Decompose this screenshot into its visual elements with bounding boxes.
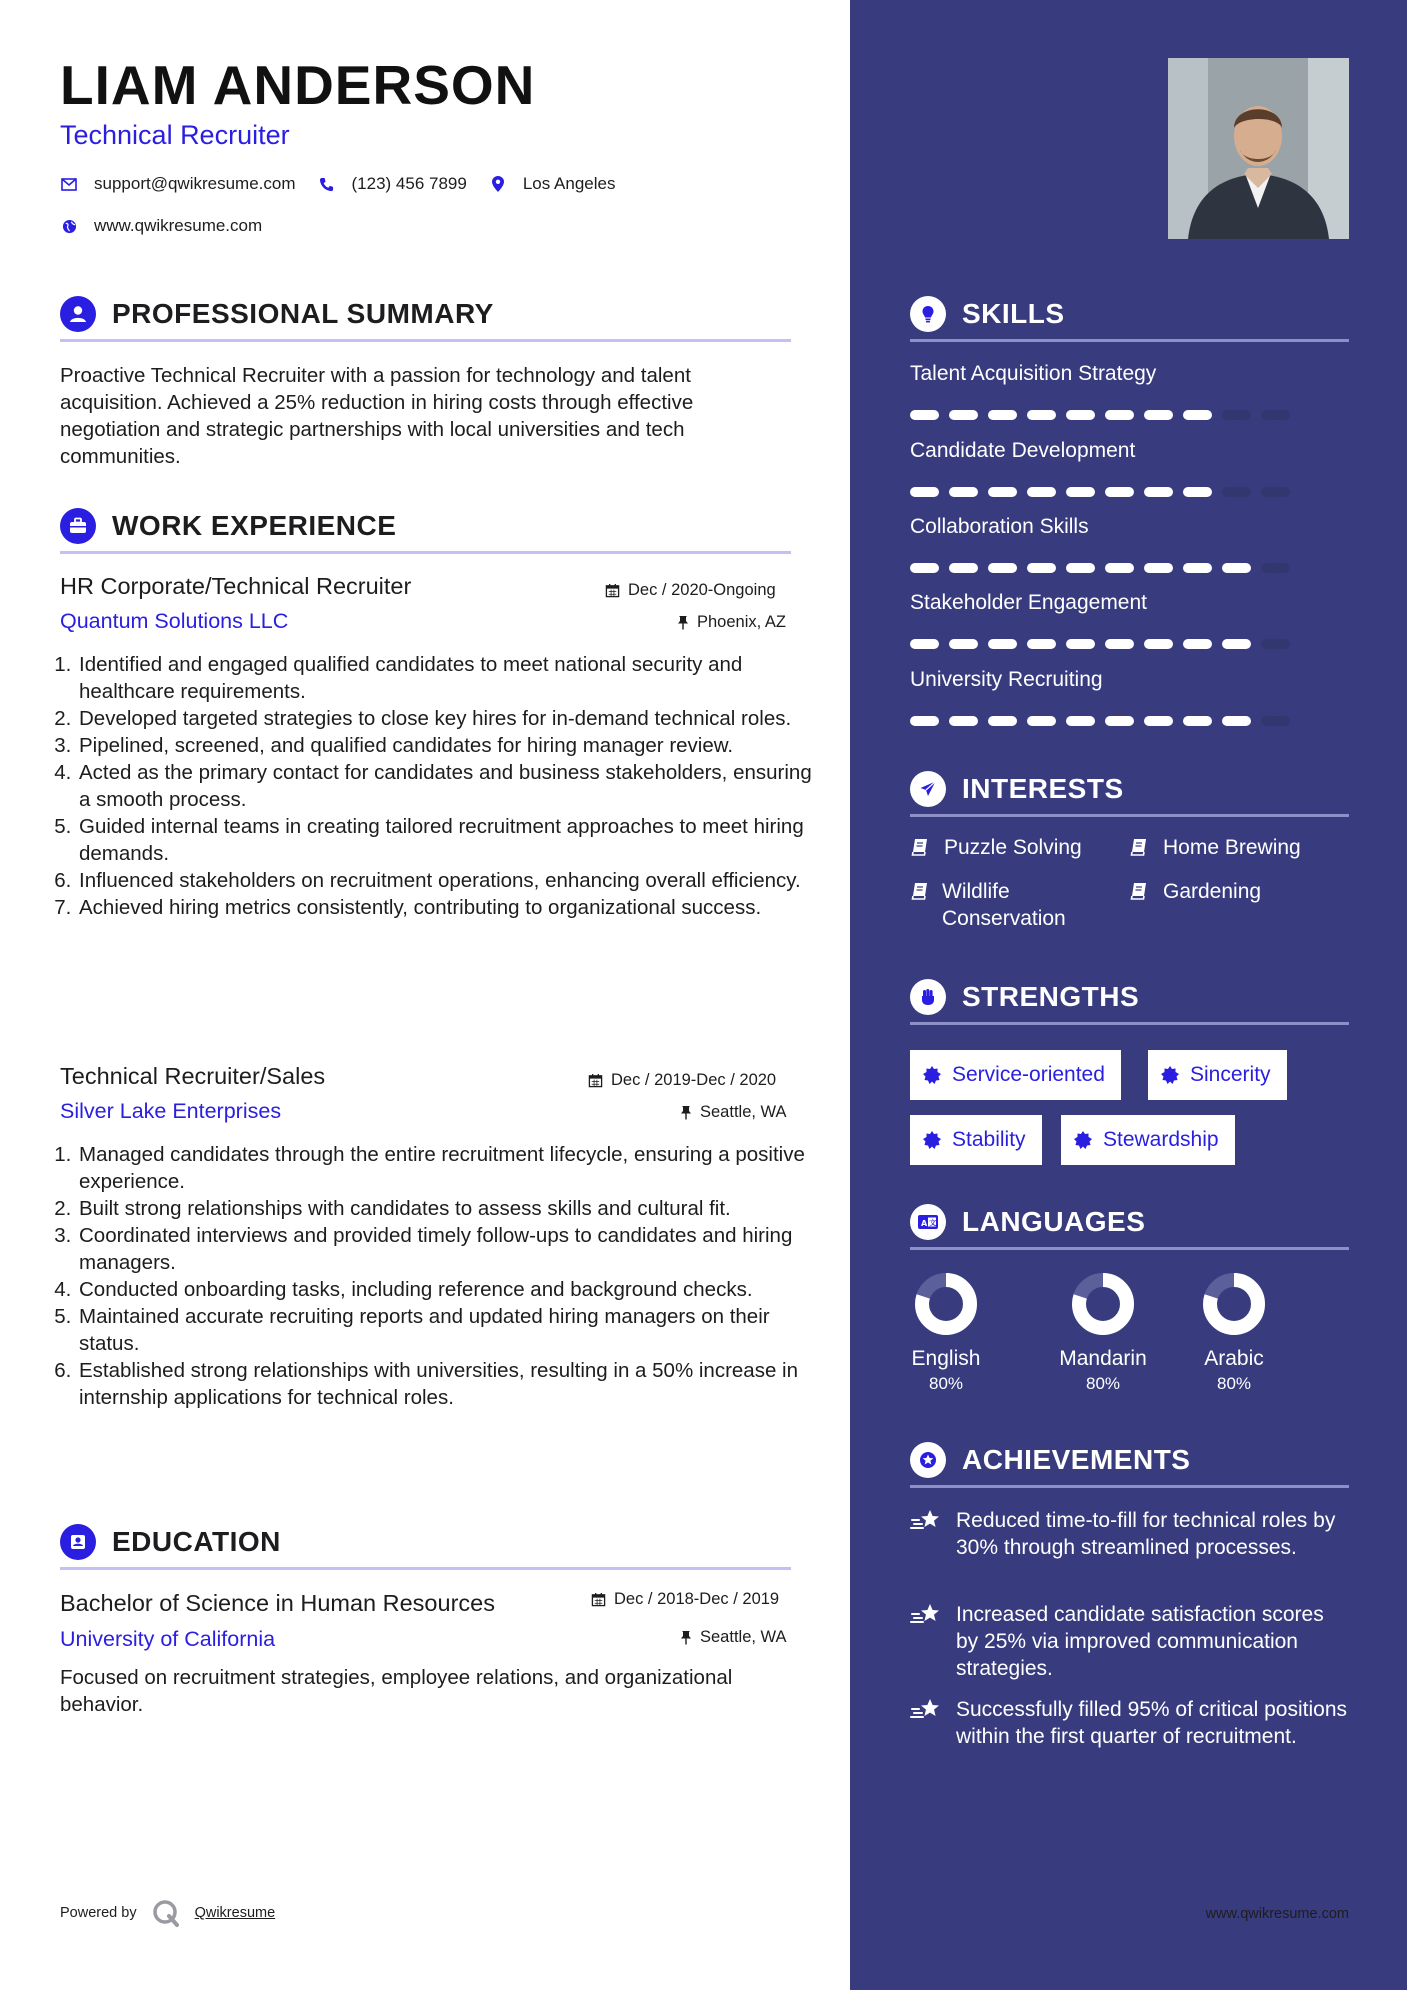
- skill-level-bar: [910, 487, 1290, 497]
- skill-dash-empty: [1261, 563, 1290, 573]
- candidate-role: Technical Recruiter: [60, 120, 290, 150]
- list-item: 6. Influenced stakeholders on recruitment operations, enhancing overall efficiency.: [77, 867, 818, 894]
- book-icon: [910, 834, 932, 861]
- skill-dash-filled: [1027, 410, 1056, 420]
- interests-divider: [910, 814, 1349, 817]
- achievements-heading: ACHIEVEMENTS: [910, 1440, 1349, 1480]
- job-location: Phoenix, AZ: [677, 613, 1348, 632]
- skill-level-bar: [910, 563, 1290, 573]
- skill-dash-filled: [1105, 487, 1134, 497]
- strength-chip: Stability: [910, 1115, 1042, 1165]
- skill-dash-filled: [1144, 563, 1173, 573]
- skill-name: University Recruiting: [910, 668, 1103, 691]
- skill-dash-filled: [988, 716, 1017, 726]
- job-title: HR Corporate/Technical Recruiter: [60, 573, 412, 599]
- briefcase-icon: [60, 508, 96, 544]
- skill-dash-filled: [1222, 716, 1251, 726]
- skill-dash-filled: [1144, 716, 1173, 726]
- lightbulb-icon: [910, 296, 946, 332]
- skill-dash-filled: [949, 410, 978, 420]
- footer-website[interactable]: www.qwikresume.com: [1205, 1906, 1349, 1922]
- language-proficiency-ring: [1202, 1272, 1266, 1336]
- language-item: Arabic 80%: [1179, 1272, 1289, 1396]
- job-location: Seattle, WA: [680, 1103, 1348, 1122]
- skill-dash-filled: [1066, 487, 1095, 497]
- company-name: Silver Lake Enterprises: [60, 1099, 282, 1123]
- calendar-icon: [588, 1073, 603, 1088]
- list-item: 3. Coordinated interviews and provided timely follow-ups to candidates and hiring managers.: [77, 1222, 818, 1276]
- skill-dash-filled: [910, 563, 939, 573]
- skill-dash-filled: [1144, 487, 1173, 497]
- list-item: 2. Developed targeted strategies to close key hires for in-demand technical roles.: [77, 705, 818, 732]
- interest-item: Home Brewing: [1129, 834, 1349, 861]
- qwikresume-link[interactable]: Qwikresume: [194, 1905, 276, 1921]
- book-icon: [910, 878, 930, 932]
- skill-dash-filled: [1144, 410, 1173, 420]
- strength-chip: Stewardship: [1061, 1115, 1235, 1165]
- book-icon: [1129, 878, 1151, 905]
- book-icon: [1129, 834, 1151, 861]
- skill-dash-empty: [1261, 487, 1290, 497]
- education-description: Focused on recruitment strategies, employee relations, and organizational behavior.: [60, 1666, 733, 1716]
- job-dates: Dec / 2019-Dec / 2020: [588, 1071, 1348, 1090]
- interest-item: Wildlife Conservation: [910, 878, 1090, 932]
- skill-dash-filled: [1105, 639, 1134, 649]
- contact-website[interactable]: www.qwikresume.com: [94, 216, 263, 235]
- company-name: Quantum Solutions LLC: [60, 609, 289, 633]
- skill-dash-filled: [1027, 563, 1056, 573]
- skill-dash-empty: [1261, 639, 1290, 649]
- list-item: 6. Established strong relationships with universities, resulting in a 50% increase in internship applications for technical roles.: [77, 1357, 818, 1411]
- skill-dash-filled: [910, 410, 939, 420]
- skill-dash-empty: [1261, 716, 1290, 726]
- shooting-star-icon: [910, 1507, 944, 1561]
- skill-dash-filled: [1066, 716, 1095, 726]
- skill-dash-filled: [949, 716, 978, 726]
- interests-heading: INTERESTS: [910, 769, 1349, 809]
- graduation-icon: [60, 1524, 96, 1560]
- skill-dash-filled: [910, 716, 939, 726]
- list-item: 5. Maintained accurate recruiting reports and updated hiring managers on their status.: [77, 1303, 818, 1357]
- skill-level-bar: [910, 716, 1290, 726]
- pushpin-icon: [677, 615, 689, 630]
- shooting-star-icon: [910, 1601, 944, 1682]
- language-item: English 80%: [891, 1272, 1001, 1396]
- education-divider: [60, 1567, 791, 1570]
- job-dates: Dec / 2020-Ongoing: [605, 581, 1348, 600]
- skill-name: Stakeholder Engagement: [910, 591, 1147, 614]
- achievement-item: Successfully filled 95% of critical positions within the first quarter of recruitment.: [910, 1696, 1349, 1750]
- contact-phone[interactable]: (123) 456 7899: [351, 174, 467, 193]
- job-bullets: [55, 651, 818, 921]
- pushpin-icon: [680, 1105, 692, 1120]
- calendar-icon: [605, 583, 620, 598]
- language-proficiency-ring: [914, 1272, 978, 1336]
- skill-dash-empty: [1222, 410, 1251, 420]
- phone-icon: [318, 175, 336, 193]
- contact-row-2: [60, 216, 284, 236]
- skill-dash-filled: [1183, 487, 1212, 497]
- experience-heading: WORK EXPERIENCE: [60, 506, 791, 546]
- education-location: Seattle, WA: [680, 1628, 1348, 1647]
- skill-dash-filled: [910, 639, 939, 649]
- skill-dash-filled: [949, 487, 978, 497]
- skill-dash-filled: [1066, 563, 1095, 573]
- achievement-item: Reduced time-to-fill for technical roles by 30% through streamlined processes.: [910, 1507, 1349, 1561]
- paper-plane-icon: [910, 771, 946, 807]
- skill-dash-filled: [1105, 563, 1134, 573]
- summary-divider: [60, 339, 791, 342]
- language-proficiency-ring: [1071, 1272, 1135, 1336]
- summary-text: Proactive Technical Recruiter with a passion for technology and talent acquisition. Achieved a 25% reduction in hiring costs through effective negotiation and strategic partnerships with local universities and tech communities.: [60, 364, 694, 468]
- skill-dash-filled: [1183, 716, 1212, 726]
- list-item: 3. Pipelined, screened, and qualified candidates for hiring manager review.: [77, 732, 818, 759]
- job-bullets: [55, 1141, 818, 1411]
- skill-dash-filled: [988, 563, 1017, 573]
- user-icon: [60, 296, 96, 332]
- list-item: 2. Built strong relationships with candidates to assess skills and cultural fit.: [77, 1195, 818, 1222]
- skill-dash-filled: [1027, 487, 1056, 497]
- skill-name: Candidate Development: [910, 439, 1136, 462]
- strength-chip: Sincerity: [1148, 1050, 1287, 1100]
- summary-heading: PROFESSIONAL SUMMARY: [60, 294, 791, 334]
- job-title: Technical Recruiter/Sales: [60, 1063, 326, 1089]
- skill-level-bar: [910, 639, 1290, 649]
- profile-photo: [1168, 58, 1349, 239]
- translate-icon: [910, 1204, 946, 1240]
- shooting-star-icon: [910, 1696, 944, 1750]
- strengths-divider: [910, 1022, 1349, 1025]
- skill-dash-filled: [949, 563, 978, 573]
- skill-dash-filled: [910, 487, 939, 497]
- skill-dash-filled: [1105, 410, 1134, 420]
- raised-fist-icon: [910, 979, 946, 1015]
- skill-dash-filled: [1027, 639, 1056, 649]
- skill-dash-filled: [949, 639, 978, 649]
- languages-heading: A 文 LANGUAGES: [910, 1202, 1349, 1242]
- skill-dash-filled: [1066, 410, 1095, 420]
- svg-text:A: A: [921, 1219, 928, 1228]
- skill-dash-filled: [1144, 639, 1173, 649]
- contact-row-1: [60, 174, 637, 194]
- skill-dash-filled: [988, 487, 1017, 497]
- language-item: Mandarin 80%: [1048, 1272, 1158, 1396]
- interest-item: Gardening: [1129, 878, 1349, 905]
- badge-star-icon: [922, 1130, 942, 1150]
- envelope-icon: [60, 175, 78, 193]
- degree-title: Bachelor of Science in Human Resources: [60, 1590, 495, 1616]
- candidate-name: LIAM ANDERSON: [60, 54, 536, 116]
- skill-dash-filled: [988, 639, 1017, 649]
- skill-dash-filled: [1183, 639, 1212, 649]
- achievements-divider: [910, 1485, 1349, 1488]
- svg-text:文: 文: [929, 1219, 937, 1227]
- achievement-item: Increased candidate satisfaction scores by 25% via improved communication strategies.: [910, 1601, 1349, 1682]
- strength-chip: Service-oriented: [910, 1050, 1121, 1100]
- skill-dash-filled: [1027, 716, 1056, 726]
- skill-level-bar: [910, 410, 1290, 420]
- map-pin-icon: [489, 175, 507, 193]
- experience-divider: [60, 551, 791, 554]
- list-item: 1. Managed candidates through the entire recruitment lifecycle, ensuring a positive experience.: [77, 1141, 818, 1195]
- list-item: 5. Guided internal teams in creating tailored recruitment approaches to meet hiring demands.: [77, 813, 818, 867]
- list-item: 4. Acted as the primary contact for candidates and business stakeholders, ensuring a smooth process.: [77, 759, 818, 813]
- skill-name: Talent Acquisition Strategy: [910, 362, 1157, 385]
- contact-email[interactable]: support@qwikresume.com: [94, 174, 296, 193]
- skill-name: Collaboration Skills: [910, 515, 1089, 538]
- list-item: 1. Identified and engaged qualified candidates to meet national security and healthcare requirements.: [77, 651, 818, 705]
- badge-star-icon: [1160, 1065, 1180, 1085]
- interest-item: Puzzle Solving: [910, 834, 1090, 861]
- contact-location: Los Angeles: [522, 174, 616, 193]
- pushpin-icon: [680, 1630, 692, 1645]
- skill-dash-filled: [1222, 563, 1251, 573]
- strengths-heading: STRENGTHS: [910, 977, 1349, 1017]
- education-dates: Dec / 2018-Dec / 2019: [591, 1590, 1348, 1609]
- skill-dash-empty: [1222, 487, 1251, 497]
- globe-icon: [60, 217, 78, 235]
- badge-star-icon: [922, 1065, 942, 1085]
- skill-dash-filled: [1105, 716, 1134, 726]
- badge-star-icon: [1073, 1130, 1093, 1150]
- skill-dash-filled: [1066, 639, 1095, 649]
- qwikresume-logo-icon: [151, 1898, 181, 1928]
- skill-dash-filled: [1222, 639, 1251, 649]
- skill-dash-empty: [1261, 410, 1290, 420]
- skills-heading: SKILLS: [910, 294, 1349, 334]
- skill-dash-filled: [1183, 563, 1212, 573]
- skill-dash-filled: [1183, 410, 1212, 420]
- languages-divider: [910, 1247, 1349, 1250]
- education-heading: EDUCATION: [60, 1522, 791, 1562]
- footer-powered-by: Powered by Qwikresume: [60, 1898, 275, 1928]
- star-badge-icon: [910, 1442, 946, 1478]
- list-item: 4. Conducted onboarding tasks, including reference and background checks.: [77, 1276, 818, 1303]
- skill-dash-filled: [988, 410, 1017, 420]
- skills-divider: [910, 339, 1349, 342]
- school-name: University of California: [60, 1627, 276, 1651]
- list-item: 7. Achieved hiring metrics consistently, contributing to organizational success.: [77, 894, 818, 921]
- calendar-icon: [591, 1592, 606, 1607]
